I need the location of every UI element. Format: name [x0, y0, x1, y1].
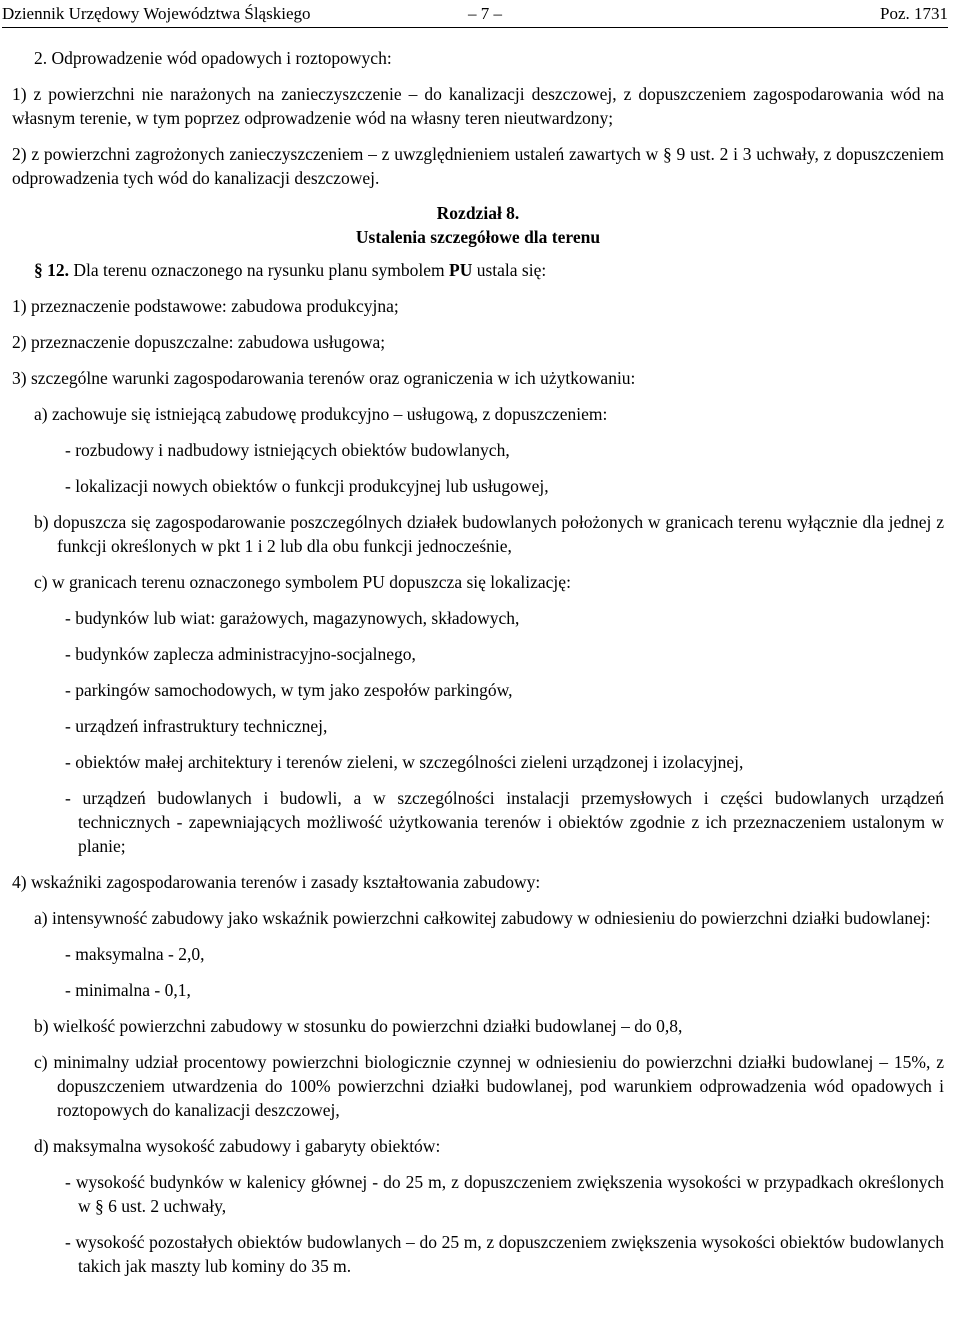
chapter-number: Rozdział 8.: [436, 203, 520, 223]
dash-item: - parkingów samochodowych, w tym jako zespołów parkingów,: [65, 680, 513, 700]
section-mark: § 12.: [34, 260, 69, 280]
list-item: a) zachowuje się istniejącą zabudowę produkcyjno – usługową, z dopuszczeniem:: [34, 404, 608, 424]
dash-item: - urządzeń infrastruktury technicznej,: [65, 716, 328, 736]
dash-item: - rozbudowy i nadbudowy istniejących obiektów budowlanych,: [65, 440, 510, 460]
list-item: 1) przeznaczenie podstawowe: zabudowa produkcyjna;: [12, 296, 399, 316]
list-item: a) intensywność zabudowy jako wskaźnik powierzchni całkowitej zabudowy w odniesieniu do powierzchni działki budowlanej:: [34, 908, 931, 928]
paragraph-section-12: [12, 258, 944, 282]
dash-item: - budynków zaplecza administracyjno-socjalnego,: [65, 644, 416, 664]
list-item: b) wielkość powierzchni zabudowy w stosunku do powierzchni działki budowlanej – do 0,8,: [34, 1016, 683, 1036]
symbol-pu: PU: [449, 260, 473, 280]
section-text: Dla terenu oznaczonego na rysunku planu symbolem: [69, 260, 450, 280]
dash-item: - minimalna - 0,1,: [65, 980, 191, 1000]
paragraph: 2) z powierzchni zagrożonych zanieczyszczeniem – z uwzględnieniem ustaleń zawartych w § 9 ust. 2 i 3 uchwały, z dopuszczeniem odprowadzenia tych wód do kanalizacji deszczowej.: [12, 144, 944, 188]
journal-title: Dziennik Urzędowy Województwa Śląskiego: [2, 4, 311, 23]
dash-item: - maksymalna - 2,0,: [65, 944, 205, 964]
header-divider: [2, 27, 948, 28]
dash-item: - wysokość pozostałych obiektów budowlanych – do 25 m, z dopuszczeniem zwiększenia wysokości obiektów budowlanych takich jak maszty lub kominy do 35 m.: [65, 1232, 944, 1276]
page-number: – 7 –: [468, 4, 502, 23]
list-item: c) minimalny udział procentowy powierzchni biologicznie czynnej w odniesieniu do powierzchni działki budowlanej – 15%, z dopuszczeniem utwardzenia do 100% powierzchni działki budowlanej, pod warunkiem odprowadzenia wód opadowych i roztopowych do kanalizacji deszczowej,: [34, 1052, 944, 1120]
dash-item: - budynków lub wiat: garażowych, magazynowych, składowych,: [65, 608, 520, 628]
paragraph: 1) z powierzchni nie narażonych na zanieczyszczenie – do kanalizacji deszczowej, z dopuszczeniem zagospodarowania wód na własnym terenie, w tym poprzez odprowadzenie wód na własny teren nieutwardzony;: [12, 84, 944, 128]
dash-item: - urządzeń budowlanych i budowli, a w szczególności instalacji przemysłowych i części budowlanych urządzeń technicznych - zapewniających możliwość użytkowania terenów i obiektów zgodnie z ich przeznaczeniem ustalonym w planie;: [65, 788, 944, 856]
chapter-title: Ustalenia szczegółowe dla terenu: [355, 227, 601, 247]
dash-item: - lokalizacji nowych obiektów o funkcji produkcyjnej lub usługowej,: [65, 476, 549, 496]
running-header: [2, 2, 948, 24]
section-heading: 2. Odprowadzenie wód opadowych i roztopowych:: [34, 48, 392, 68]
list-item: d) maksymalna wysokość zabudowy i gabaryty obiektów:: [34, 1136, 441, 1156]
dash-item: - wysokość budynków w kalenicy głównej - do 25 m, z dopuszczeniem zwiększenia wysokości w przypadkach określonych w § 6 ust. 2 uchwały,: [65, 1172, 944, 1216]
list-item: c) w granicach terenu oznaczonego symbolem PU dopuszcza się lokalizację:: [34, 572, 571, 592]
section-text-end: ustala się:: [472, 260, 547, 280]
dash-item: - obiektów małej architektury i terenów zieleni, w szczególności zieleni urządzonej i izolacyjnej,: [65, 752, 744, 772]
position-number: Poz. 1731: [880, 4, 948, 23]
list-item: b) dopuszcza się zagospodarowanie poszczególnych działek budowlanych położonych w granicach terenu wyłącznie dla jednej z funkcji określonych w pkt 1 i 2 lub dla obu funkcji jednocześnie,: [34, 512, 944, 556]
list-item: 4) wskaźniki zagospodarowania terenów i zasady kształtowania zabudowy:: [12, 872, 541, 892]
list-item: 3) szczególne warunki zagospodarowania terenów oraz ograniczenia w ich użytkowaniu:: [12, 368, 636, 388]
list-item: 2) przeznaczenie dopuszczalne: zabudowa usługowa;: [12, 332, 386, 352]
document-body: [12, 46, 944, 1278]
